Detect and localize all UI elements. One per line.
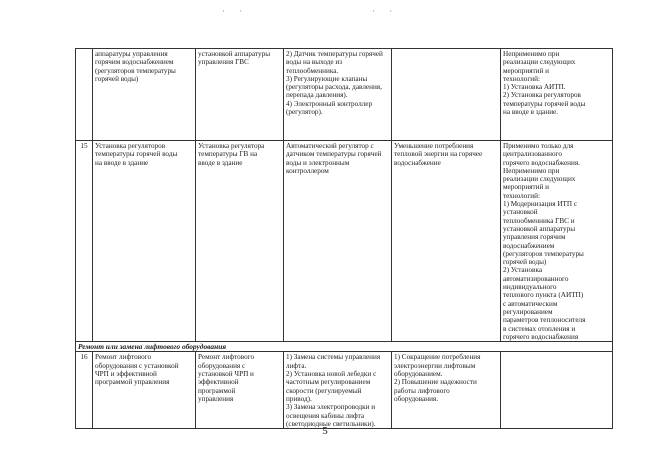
effect-cell: Уменьшение потребления тепловой энергии на горячее водоснабжение xyxy=(392,141,501,342)
table-row xyxy=(76,49,613,141)
note-cell: Применимо только для централизованного горячего водоснабжения. Неприменимо при реализации следующих мероприятий и технологий: 1) Модернизация ИТП с установкой теплообменника ГВС и установкой аппаратуры управления горячим водоснабжением (регуляторов температуры горячей воды) 2) Установка автоматизированного индивидуального теплового пункта (АИТП) с автоматическим регулированием параметров теплоносителя в системах отопления и горячего водоснабжения xyxy=(501,141,613,342)
technology-cell: Автоматический регулятор с датчиком температуры горячей воды и электронным контроллером xyxy=(284,141,392,342)
measure-cell: аппаратуры управления горячим водоснабжением (регуляторов температуры горячей воды) xyxy=(93,49,196,141)
measure-cell: Установка регуляторов температуры горячей воды на вводе в здание xyxy=(93,141,196,342)
scan-mark-right: · · xyxy=(372,6,399,16)
measure-cell: Ремонт лифтового оборудования с установкой ЧРП и эффективной программой управления xyxy=(93,352,196,429)
note-cell: Неприменимо при реализации следующих мероприятий и технологий: 1) Установка АИТП. 2) Установка регуляторов температуры горячей воды на вводе в здание. xyxy=(501,49,613,141)
result-cell: Установка регулятора температуры ГВ на вводе в здание xyxy=(196,141,284,342)
result-cell: Ремонт лифтового оборудования с установкой ЧРП и эффективной программой управления xyxy=(196,352,284,429)
row-number xyxy=(76,49,93,141)
section-title: Ремонт или замена лифтового оборудования xyxy=(76,342,613,352)
scan-mark-left: · · xyxy=(222,6,249,16)
row-number: 15 xyxy=(76,141,93,342)
page-number: 5 xyxy=(322,425,328,437)
effect-cell: 1) Сокращение потребления электроэнергии лифтовым оборудованием. 2) Повышение надежности работы лифтового оборудования. xyxy=(392,352,501,429)
table-row xyxy=(76,141,613,342)
result-cell: установкой аппаратуры управления ГВС xyxy=(196,49,284,141)
row-number: 16 xyxy=(76,352,93,429)
section-row xyxy=(76,342,613,352)
note-cell xyxy=(501,352,613,429)
table-row xyxy=(76,352,613,429)
effect-cell xyxy=(392,49,501,141)
technology-cell: 1) Замена системы управления лифта. 2) Установка новой лебедки с частотным регулированием скорости (регулируемый привод). 3) Замена электропроводки и освещения кабины лифта (светодиодные светильники). xyxy=(284,352,392,429)
technology-cell: 2) Датчик температуры горячей воды на выходе из теплообменника. 3) Регулирующие клапаны (регуляторы расхода, давления, перепада давления). 4) Электронный контроллер (регулятор). xyxy=(284,49,392,141)
measures-table xyxy=(75,48,613,429)
